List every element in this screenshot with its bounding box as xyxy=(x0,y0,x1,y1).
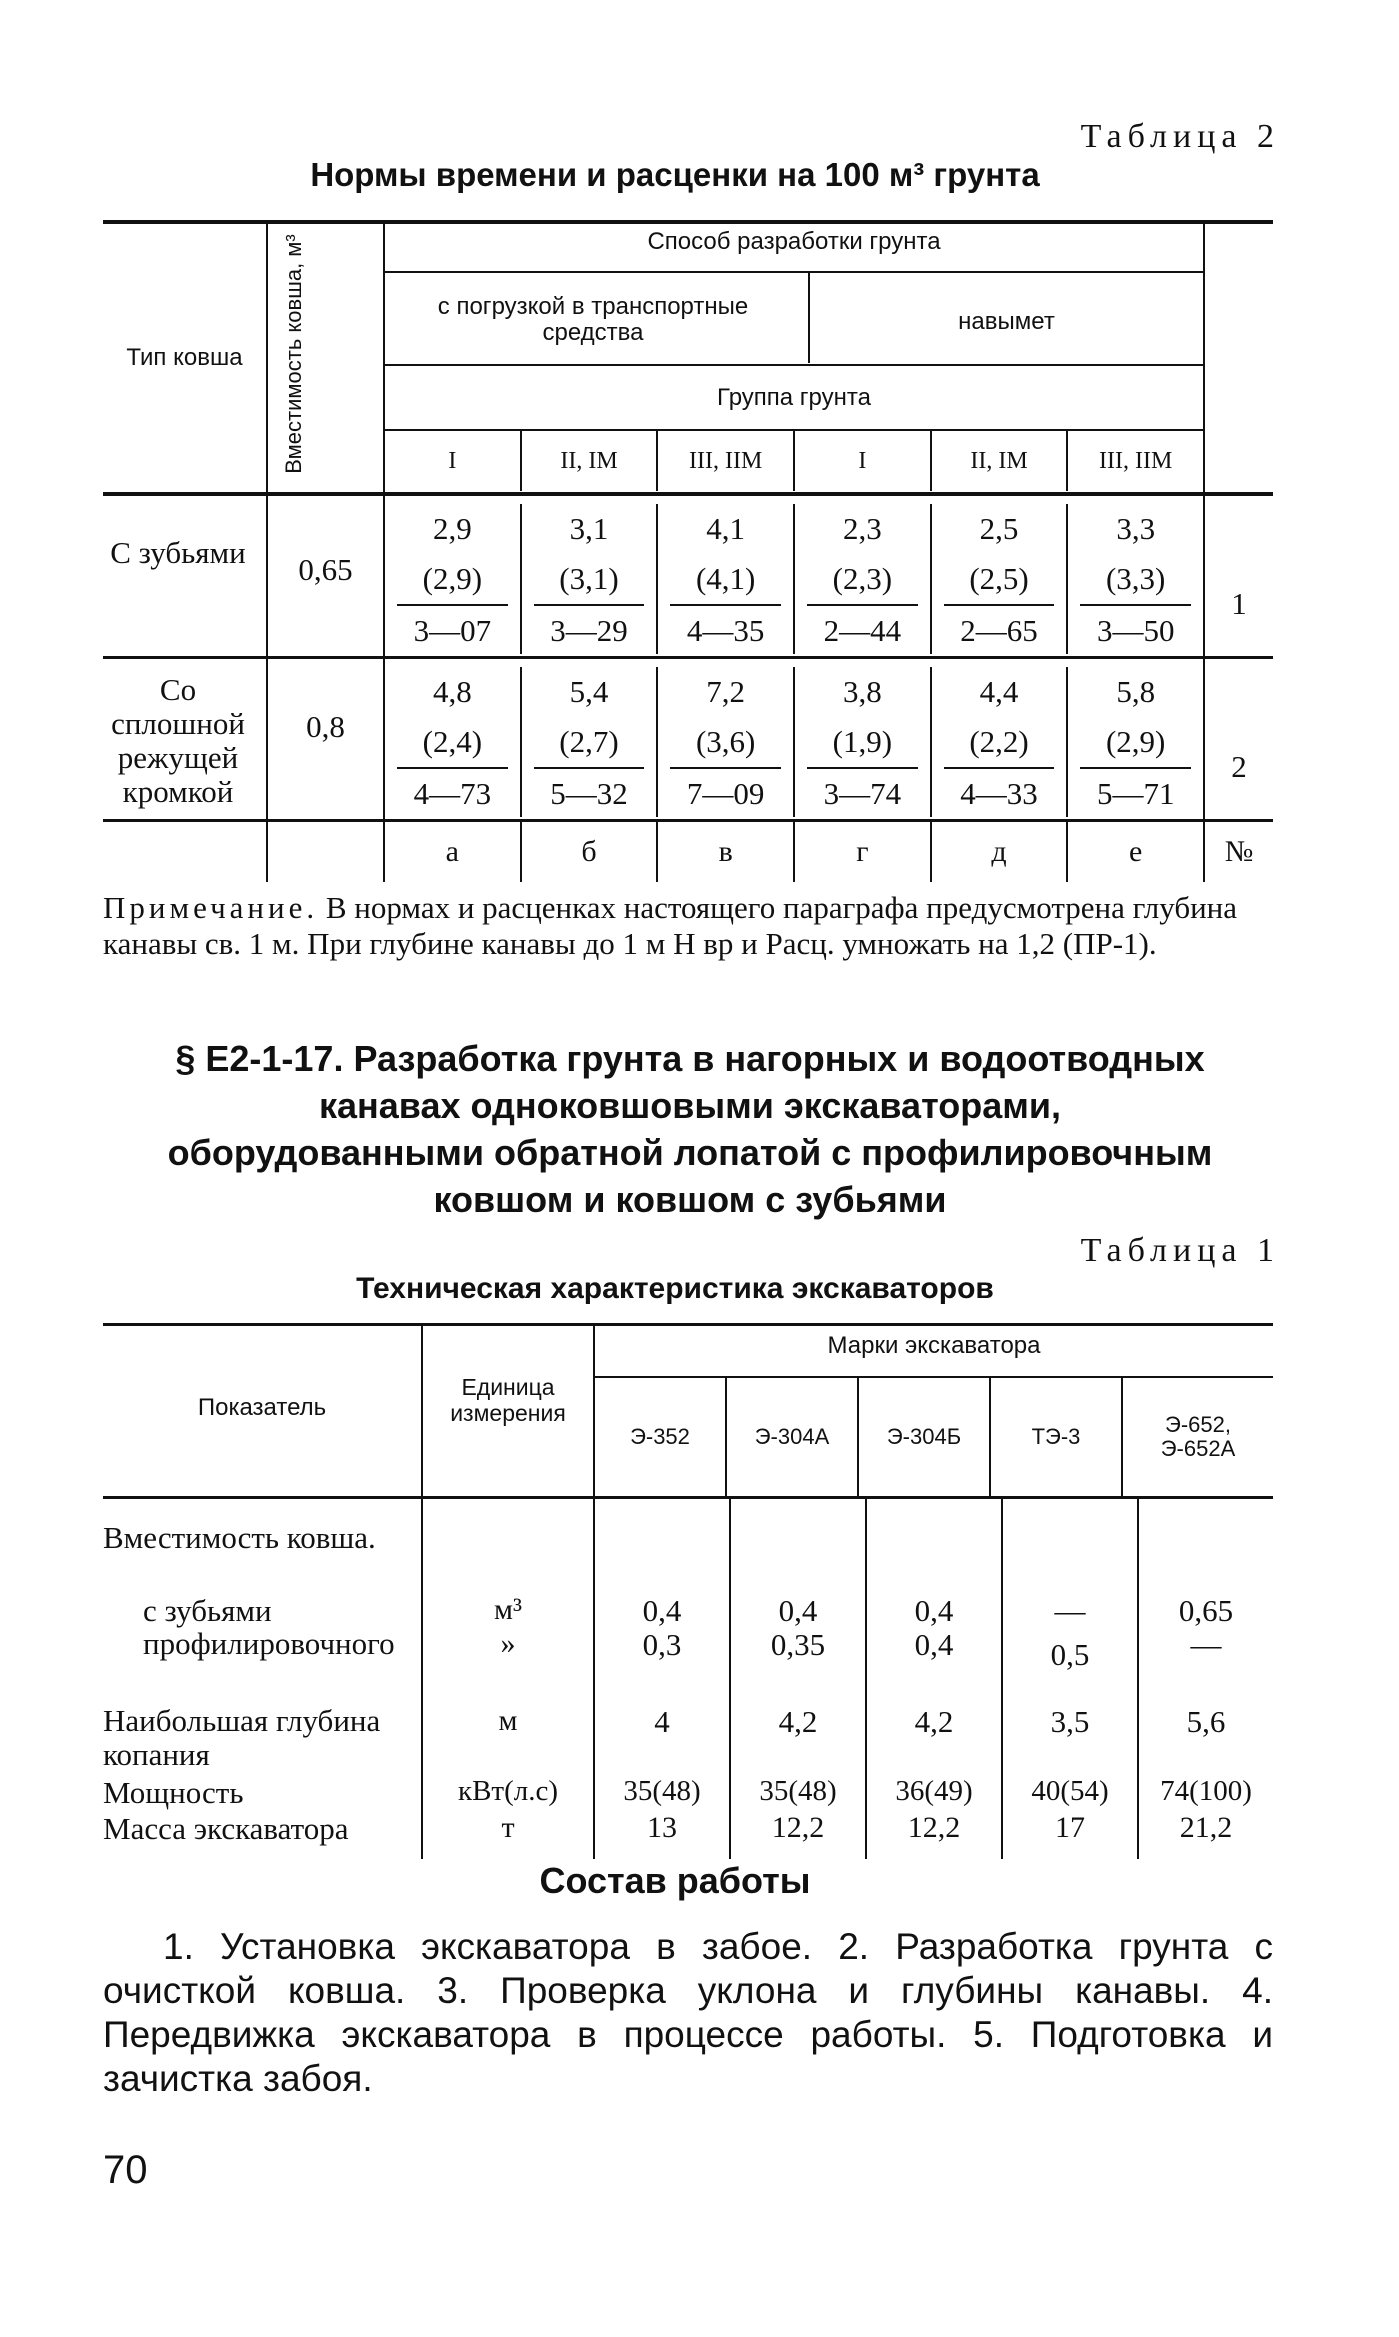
table2-label: Таблица 2 xyxy=(1080,118,1280,155)
value-cell: 17 xyxy=(1055,1811,1085,1844)
method-header: Способ разработки грунта xyxy=(647,228,941,255)
price: 3—29 xyxy=(550,613,628,648)
time-norm-paren: (1,9) xyxy=(807,717,918,769)
rate-cell xyxy=(385,504,522,654)
value-cell: 35(48) xyxy=(623,1775,701,1807)
value-cell: 4,2 xyxy=(778,1704,818,1739)
price: 4—73 xyxy=(413,776,492,811)
note xyxy=(103,890,1273,962)
row-capacity: 0,65 xyxy=(298,552,353,587)
method-dump: навымет xyxy=(958,308,1055,335)
time-norm: 3,1 xyxy=(569,511,609,546)
page-number: 70 xyxy=(103,2148,148,2192)
time-norm-paren: (3,6) xyxy=(670,717,781,769)
group-cell: II, IM xyxy=(522,431,659,491)
time-norm: 4,8 xyxy=(432,674,472,709)
value-cell: 4 xyxy=(654,1704,670,1739)
value-cell: 4,2 xyxy=(914,1704,954,1739)
rate-cell xyxy=(385,667,522,817)
price: 2—65 xyxy=(960,613,1038,648)
brand-cell: Э-652, Э-652А xyxy=(1160,1412,1236,1461)
value-cell: 0,4 xyxy=(778,1593,818,1628)
indicator-label: Вместимость ковша. xyxy=(103,1520,376,1555)
unit-cell: т xyxy=(501,1811,515,1844)
time-norm: 2,9 xyxy=(432,511,472,546)
price: 7—09 xyxy=(686,776,765,811)
brand-cell: Э-352 xyxy=(595,1378,727,1496)
col-type-header: Тип ковша xyxy=(126,344,243,371)
value-cell: — xyxy=(1054,1593,1086,1628)
value-cell: — xyxy=(1190,1627,1222,1662)
price: 3—74 xyxy=(823,776,902,811)
time-norm: 3,3 xyxy=(1116,511,1156,546)
rate-cell xyxy=(522,667,659,817)
value-cell: 40(54) xyxy=(1031,1775,1109,1807)
indicator-label: Наибольшая глубина копания xyxy=(103,1703,381,1772)
section-line: оборудованными обратной лопатой с профилировочным xyxy=(167,1132,1213,1173)
unit-cell: кВт(л.с) xyxy=(457,1775,558,1807)
table2-letters-row xyxy=(103,822,1273,882)
rate-cell xyxy=(932,667,1069,817)
time-norm: 4,1 xyxy=(706,511,746,546)
time-norm-paren: (2,5) xyxy=(944,554,1055,606)
row-type: Со сплошной режущей кромкой xyxy=(111,672,245,809)
time-norm-paren: (4,1) xyxy=(670,554,781,606)
price: 4—35 xyxy=(686,613,765,648)
column-letter: д xyxy=(932,822,1069,882)
value-cell: 0,4 xyxy=(914,1593,954,1628)
col-capacity-header: Вместимость ковша, м³ xyxy=(281,234,306,474)
table1-header xyxy=(103,1326,1273,1496)
group-cell: III, IIM xyxy=(658,431,795,491)
col-unit-header: Единица измерения xyxy=(450,1374,566,1426)
table2-title: Нормы времени и расценки на 100 м³ грунта xyxy=(310,156,1040,193)
group-cell: III, IIM xyxy=(1099,448,1173,474)
value-cell: 36(49) xyxy=(895,1775,973,1807)
column-letter: а xyxy=(385,822,522,882)
value-cell: 12,2 xyxy=(907,1811,961,1844)
column-letter: в xyxy=(658,822,795,882)
section-line: ковшом и ковшом с зубьями xyxy=(433,1179,947,1220)
value-cell: 12,2 xyxy=(771,1811,825,1844)
group-row xyxy=(385,431,1203,491)
price: 3—07 xyxy=(413,613,492,648)
time-norm: 2,5 xyxy=(979,511,1019,546)
note-prefix: Примечание. xyxy=(103,890,319,925)
group-cell: II, IM xyxy=(932,431,1069,491)
rate-cell xyxy=(658,504,795,654)
section-line: канавах одноковшовыми экскаваторами, xyxy=(319,1085,1061,1126)
time-norm-paren: (2,7) xyxy=(534,717,645,769)
group-cell: I xyxy=(385,431,522,491)
time-norm: 7,2 xyxy=(706,674,746,709)
rate-cell xyxy=(1068,667,1203,817)
work-text: 1. Установка экскаватора в забое. 2. Разработка грунта с очисткой ковша. 3. Проверка уклона и глубины канавы. 4. Передвижка экскаватора в процессе работы. 5. Подготовка и зачистка забоя. xyxy=(103,1926,1273,2099)
row-number: 1 xyxy=(1231,586,1247,621)
value-cell: 13 xyxy=(647,1811,677,1844)
time-norm-paren: (2,9) xyxy=(1080,717,1191,769)
indicator-label: с зубьями xyxy=(143,1593,272,1628)
column-letter: б xyxy=(522,822,659,882)
time-norm: 2,3 xyxy=(842,511,882,546)
column-letter: е xyxy=(1129,835,1143,868)
unit-cell: » xyxy=(500,1627,516,1660)
brand-cell: ТЭ-3 xyxy=(991,1378,1123,1496)
time-norm: 5,4 xyxy=(569,674,609,709)
price: 4—33 xyxy=(960,776,1038,811)
brand-cell: Э-304А xyxy=(727,1378,859,1496)
group-cell: I xyxy=(795,431,932,491)
rate-cell xyxy=(795,504,932,654)
time-norm-paren: (3,3) xyxy=(1080,554,1191,606)
price: 3—50 xyxy=(1096,613,1175,648)
unit-cell: м xyxy=(498,1704,518,1737)
col-indicator-header: Показатель xyxy=(197,1394,327,1421)
price: 5—32 xyxy=(550,776,628,811)
brand-cell: Э-304Б xyxy=(859,1378,991,1496)
table2-row-2 xyxy=(103,659,1273,819)
price: 2—44 xyxy=(823,613,902,648)
value-cell: 0,65 xyxy=(1178,1593,1234,1628)
value-cell: 21,2 xyxy=(1179,1811,1233,1844)
value-cell: 0,35 xyxy=(770,1627,826,1662)
column-letter: г xyxy=(795,822,932,882)
rate-cell xyxy=(1068,504,1203,654)
time-norm-paren: (2,4) xyxy=(397,717,508,769)
time-norm-paren: (2,2) xyxy=(944,717,1055,769)
unit-cell: м³ xyxy=(494,1593,522,1626)
table1-title: Техническая характеристика экскаваторов xyxy=(356,1272,994,1305)
rate-cell xyxy=(522,504,659,654)
time-norm: 5,8 xyxy=(1116,674,1156,709)
section-line: § Е2-1-17. Разработка грунта в нагорных и водоотводных xyxy=(175,1038,1205,1079)
time-norm-paren: (3,1) xyxy=(534,554,645,606)
note-text: В нормах и расценках настоящего параграфа предусмотрена глубина канавы св. 1 м. При глубине канавы до 1 м Н вр и Расц. умножать на 1,2 (ПР-1). xyxy=(103,890,1238,961)
brands-header: Марки экскаватора xyxy=(827,1332,1041,1359)
table2-row-1 xyxy=(103,496,1273,656)
time-norm: 4,4 xyxy=(979,674,1019,709)
row-number: 2 xyxy=(1231,749,1247,784)
value-cell: 0,5 xyxy=(1050,1637,1090,1672)
indicator-label: Масса экскаватора xyxy=(103,1811,349,1846)
value-cell: 0,4 xyxy=(642,1593,682,1628)
rate-cell xyxy=(658,667,795,817)
value-cell: 0,4 xyxy=(914,1627,954,1662)
value-cell: 74(100) xyxy=(1160,1775,1252,1807)
work-title: Состав работы xyxy=(539,1860,811,1901)
table1-body xyxy=(103,1499,1273,1859)
time-norm: 3,8 xyxy=(842,674,882,709)
group-header: Группа грунта xyxy=(717,384,871,411)
time-norm-paren: (2,3) xyxy=(807,554,918,606)
num-label: № xyxy=(1224,835,1254,868)
time-norm-paren: (2,9) xyxy=(397,554,508,606)
row-type: С зубьями xyxy=(110,535,246,570)
value-cell: 5,6 xyxy=(1186,1704,1226,1739)
table1-label: Таблица 1 xyxy=(1080,1232,1280,1269)
section-heading xyxy=(95,1035,1285,1223)
rate-cell xyxy=(795,667,932,817)
method-load: с погрузкой в транспортные средства xyxy=(437,293,749,346)
indicator-label: профилировочного xyxy=(143,1626,395,1661)
row-capacity: 0,8 xyxy=(306,709,345,744)
value-cell: 35(48) xyxy=(759,1775,837,1807)
table2-header xyxy=(103,224,1273,492)
rate-cell xyxy=(932,504,1069,654)
value-cell: 3,5 xyxy=(1050,1704,1090,1739)
price: 5—71 xyxy=(1096,776,1175,811)
value-cell: 0,3 xyxy=(642,1627,682,1662)
indicator-label: Мощность xyxy=(103,1775,244,1810)
